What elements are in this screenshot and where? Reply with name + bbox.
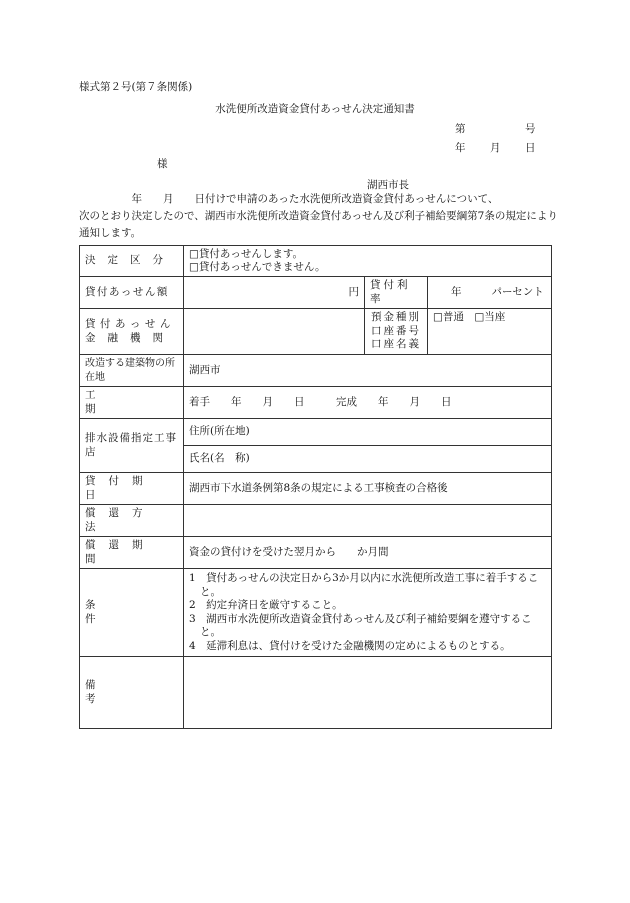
sender: 湖西市長 (367, 179, 409, 191)
remarks-label: 備考 (85, 679, 156, 705)
deposit-type-label: 預金種別 (370, 311, 421, 324)
amount-label: 貸付あっせん額 (85, 285, 169, 298)
construction-period[interactable] (184, 387, 552, 419)
body-line-2: 次のとおり決定したので、湖西市水洗便所改造資金貸付あっせん及び利子補給要綱第7条の規定により通知します。 (79, 210, 558, 239)
number-prefix: 第 (455, 123, 466, 135)
institution-value[interactable] (184, 309, 365, 355)
rate-year: 年 (450, 285, 462, 298)
repay-method-label: 償還方法 (85, 507, 156, 533)
contractor-name[interactable] (184, 446, 552, 473)
repay-period-label-cell (80, 537, 184, 569)
rate-label-cell (364, 277, 427, 309)
repay-period-label: 償還期間 (85, 539, 156, 565)
amount-value[interactable] (184, 277, 365, 309)
contractor-label-cell (80, 419, 184, 473)
construction-label-cell (80, 387, 184, 419)
loan-date-text: 湖西市下水道条例第8条の規定による工事検査の合格後 (189, 481, 448, 494)
account-number-label: 口座番号 (370, 324, 421, 337)
loan-date-label: 貸付期日 (85, 475, 156, 501)
institution-label-cell (80, 309, 184, 355)
date-day: 日 (525, 142, 536, 154)
repay-method-value[interactable] (184, 505, 552, 537)
contractor-address[interactable] (184, 419, 552, 446)
condition-3: 3 湖西市水洗便所改造資金貸付あっせん及び利子補給要綱を遵守すること。 (189, 612, 532, 638)
account-name-label: 口座名義 (370, 338, 421, 351)
conditions-label-cell (80, 569, 184, 657)
page-title: 水洗便所改造資金貸付あっせん決定通知書 (215, 103, 415, 115)
addressee: 様 (157, 158, 168, 170)
condition-4: 4 延滞利息は、貸付けを受けた金融機関の定めによるものとする。 (189, 639, 511, 652)
building-city: 湖西市 (189, 363, 221, 376)
deposit-options[interactable] (427, 309, 551, 355)
number-suffix: 号 (525, 123, 536, 135)
body-line-1: 年 月 日付けで申請のあった水洗便所改造資金貸付あっせんについて、 (79, 193, 499, 205)
conditions-list (184, 569, 552, 657)
institution-label-1: 貸付あっせん (85, 318, 175, 330)
repay-method-label-cell (80, 505, 184, 537)
institution-label-2: 金融機関 (85, 331, 175, 344)
decision-option-reject[interactable]: □貸付あっせんできません。 (189, 261, 326, 273)
rate-value[interactable] (427, 277, 551, 309)
decision-option-approve[interactable]: □貸付あっせんします。 (189, 248, 303, 260)
amount-label-cell (80, 277, 184, 309)
contractor-address-label: 住所(所在地) (189, 425, 250, 438)
repay-period-text: 資金の貸付けを受けた翌月から か月間 (189, 545, 389, 558)
contractor-label: 排水設備指定工事店 (85, 432, 177, 458)
rate-label: 貸付利率 (369, 279, 411, 305)
decision-form-table (79, 245, 552, 729)
conditions-label: 条件 (85, 599, 156, 625)
construction-label-text: 工期 (85, 389, 162, 415)
contractor-name-label: 氏名(名 称) (189, 452, 250, 465)
building-value[interactable] (184, 355, 552, 387)
loan-date-label-cell (80, 473, 184, 505)
deposit-type-options[interactable]: □普通 □当座 (432, 311, 506, 323)
body-text (79, 191, 559, 242)
date-year: 年 (455, 142, 466, 154)
condition-1: 1 貸付あっせんの決定日から3か月以内に水洗便所改造工事に着手すること。 (189, 572, 539, 598)
condition-2: 2 約定弁済日を厳守すること。 (189, 599, 343, 611)
amount-unit: 円 (348, 285, 359, 298)
decision-label-cell (80, 246, 184, 277)
loan-date-value (184, 473, 552, 505)
remarks-label-cell (80, 657, 184, 729)
building-label-cell (80, 355, 184, 387)
construction-period-text: 着手 年 月 日 完成 年 月 日 (189, 395, 452, 408)
form-number: 様式第２号(第７条関係) (79, 81, 193, 93)
building-label: 改造する建築物の所在地 (85, 358, 175, 383)
repay-period-value[interactable] (184, 537, 552, 569)
rate-percent: パーセント (491, 285, 544, 298)
decision-options (184, 246, 552, 277)
remarks-value[interactable] (184, 657, 552, 729)
decision-label: 決定区分 (85, 254, 175, 267)
date-month: 月 (490, 142, 501, 154)
account-labels (364, 309, 427, 355)
construction-label (85, 389, 178, 416)
